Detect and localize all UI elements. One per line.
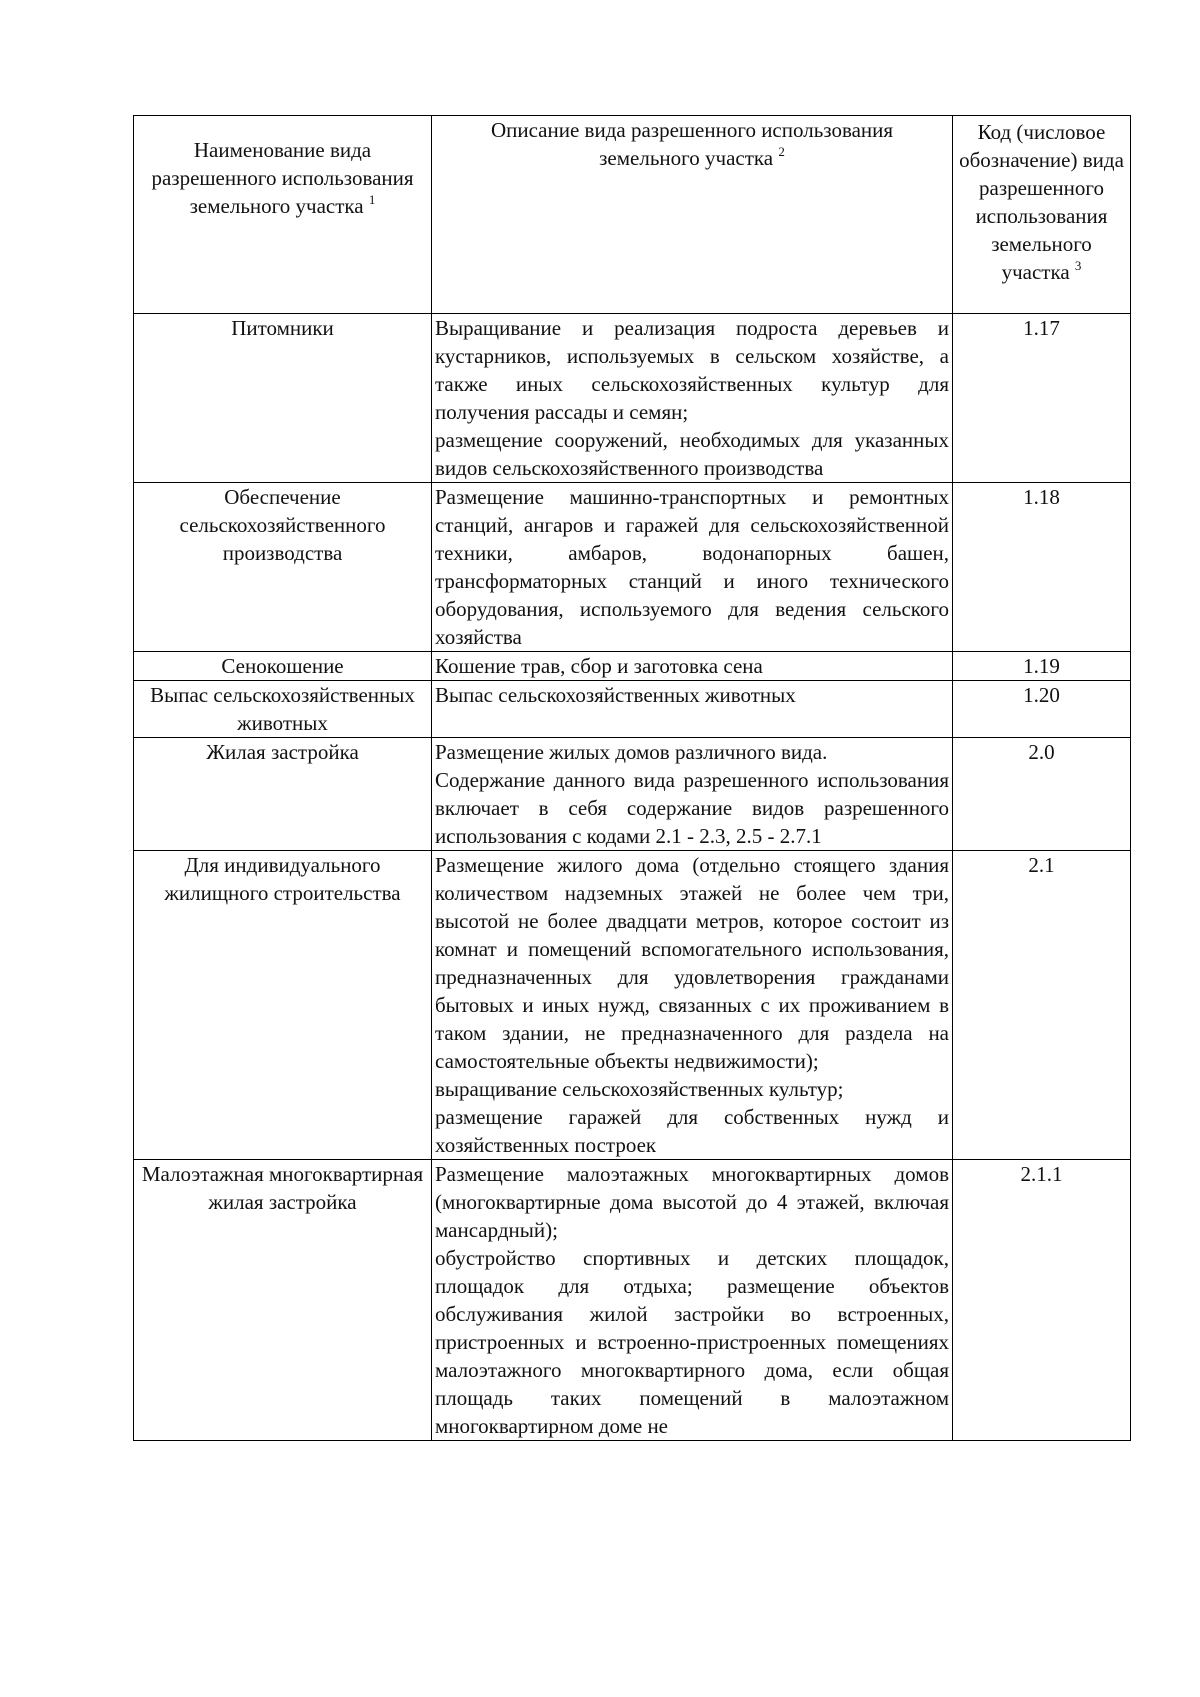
header-description-text: Описание вида разрешенного использования земельного участка <box>490 118 894 170</box>
use-description-cell <box>432 681 953 738</box>
use-code-cell: 1.19 <box>953 652 1131 681</box>
table-row <box>134 1160 1131 1441</box>
use-code-cell: 2.0 <box>953 738 1131 851</box>
header-name-text: Наименование вида разрешенного использования земельного участка <box>151 138 414 218</box>
use-code-cell: 1.17 <box>953 314 1131 483</box>
use-code-cell: 1.20 <box>953 681 1131 738</box>
table-row <box>134 652 1131 681</box>
use-name-cell: Питомники <box>134 314 432 483</box>
use-description-cell <box>432 738 953 851</box>
use-description-cell <box>432 652 953 681</box>
use-name-cell: Жилая застройка <box>134 738 432 851</box>
header-code-footnote: 3 <box>1074 258 1082 273</box>
header-description-footnote: 2 <box>778 144 785 159</box>
description-paragraph: Размещение жилого дома (отдельно стоящего здания количеством надземных этажей не более чем три, высотой не более двадцати метров, которое состоит из комнат и помещений вспомогательного использования, предназначенных для удовлетворения гражданами бытовых и иных нужд, связанных с их проживанием в таком здании, не предназначенного для раздела на самостоятельные объекты недвижимости); <box>435 853 949 1073</box>
description-paragraph: Размещение малоэтажных многоквартирных домов (многоквартирные дома высотой до 4 этажей, включая мансардный); <box>435 1162 949 1242</box>
use-description-cell <box>432 851 953 1160</box>
table-row <box>134 851 1131 1160</box>
use-name-cell: Для индивидуального жилищного строительства <box>134 851 432 1160</box>
table-header-row <box>134 116 1131 314</box>
use-description-cell <box>432 483 953 652</box>
description-paragraph: Размещение жилых домов различного вида. <box>435 740 828 764</box>
table-row <box>134 314 1131 483</box>
header-name-footnote: 1 <box>368 192 376 207</box>
table-row <box>134 483 1131 652</box>
description-paragraph: Выпас сельскохозяйственных животных <box>435 683 796 707</box>
use-description-cell <box>432 1160 953 1441</box>
use-name-cell: Выпас сельскохозяйственных животных <box>134 681 432 738</box>
table-body <box>134 314 1131 1441</box>
description-paragraph: Размещение машинно-транспортных и ремонтных станций, ангаров и гаражей для сельскохозяйственной техники, амбаров, водонапорных башен, трансформаторных станций и иного технического оборудования, используемого для ведения сельского хозяйства <box>435 485 949 649</box>
description-paragraph: Содержание данного вида разрешенного использования включает в себя содержание видов разрешенного использования с кодами 2.1 - 2.3, 2.5 - 2.7.1 <box>435 768 949 848</box>
use-description-cell <box>432 314 953 483</box>
header-description-cell <box>432 116 953 314</box>
header-code-text: Код (числовое обозначение) вида разрешенного использования земельного участка <box>959 120 1124 284</box>
description-paragraph: размещение гаражей для собственных нужд и хозяйственных построек <box>435 1105 949 1157</box>
description-paragraph: Кошение трав, сбор и заготовка сена <box>435 654 763 678</box>
use-code-cell: 2.1 <box>953 851 1131 1160</box>
document-page <box>133 115 1130 1441</box>
table-row <box>134 738 1131 851</box>
use-name-cell: Малоэтажная многоквартирная жилая застройка <box>134 1160 432 1441</box>
header-name-cell <box>134 116 432 314</box>
description-paragraph: обустройство спортивных и детских площадок, площадок для отдыха; размещение объектов обслуживания жилой застройки во встроенных, пристроенных и встроенно-пристроенных помещениях малоэтажного многоквартирного дома, если общая площадь таких помещений в малоэтажном многоквартирном доме не <box>435 1246 949 1438</box>
table-row <box>134 681 1131 738</box>
use-name-cell: Обеспечение сельскохозяйственного производства <box>134 483 432 652</box>
description-paragraph: Выращивание и реализация подроста деревьев и кустарников, используемых в сельском хозяйстве, а также иных сельскохозяйственных культур для получения рассады и семян; <box>435 316 949 424</box>
header-code-cell <box>953 116 1131 314</box>
description-paragraph: размещение сооружений, необходимых для указанных видов сельскохозяйственного производства <box>435 428 949 480</box>
use-name-cell: Сенокошение <box>134 652 432 681</box>
use-code-cell: 1.18 <box>953 483 1131 652</box>
description-paragraph: выращивание сельскохозяйственных культур; <box>435 1077 844 1101</box>
land-use-table <box>133 115 1131 1441</box>
use-code-cell: 2.1.1 <box>953 1160 1131 1441</box>
